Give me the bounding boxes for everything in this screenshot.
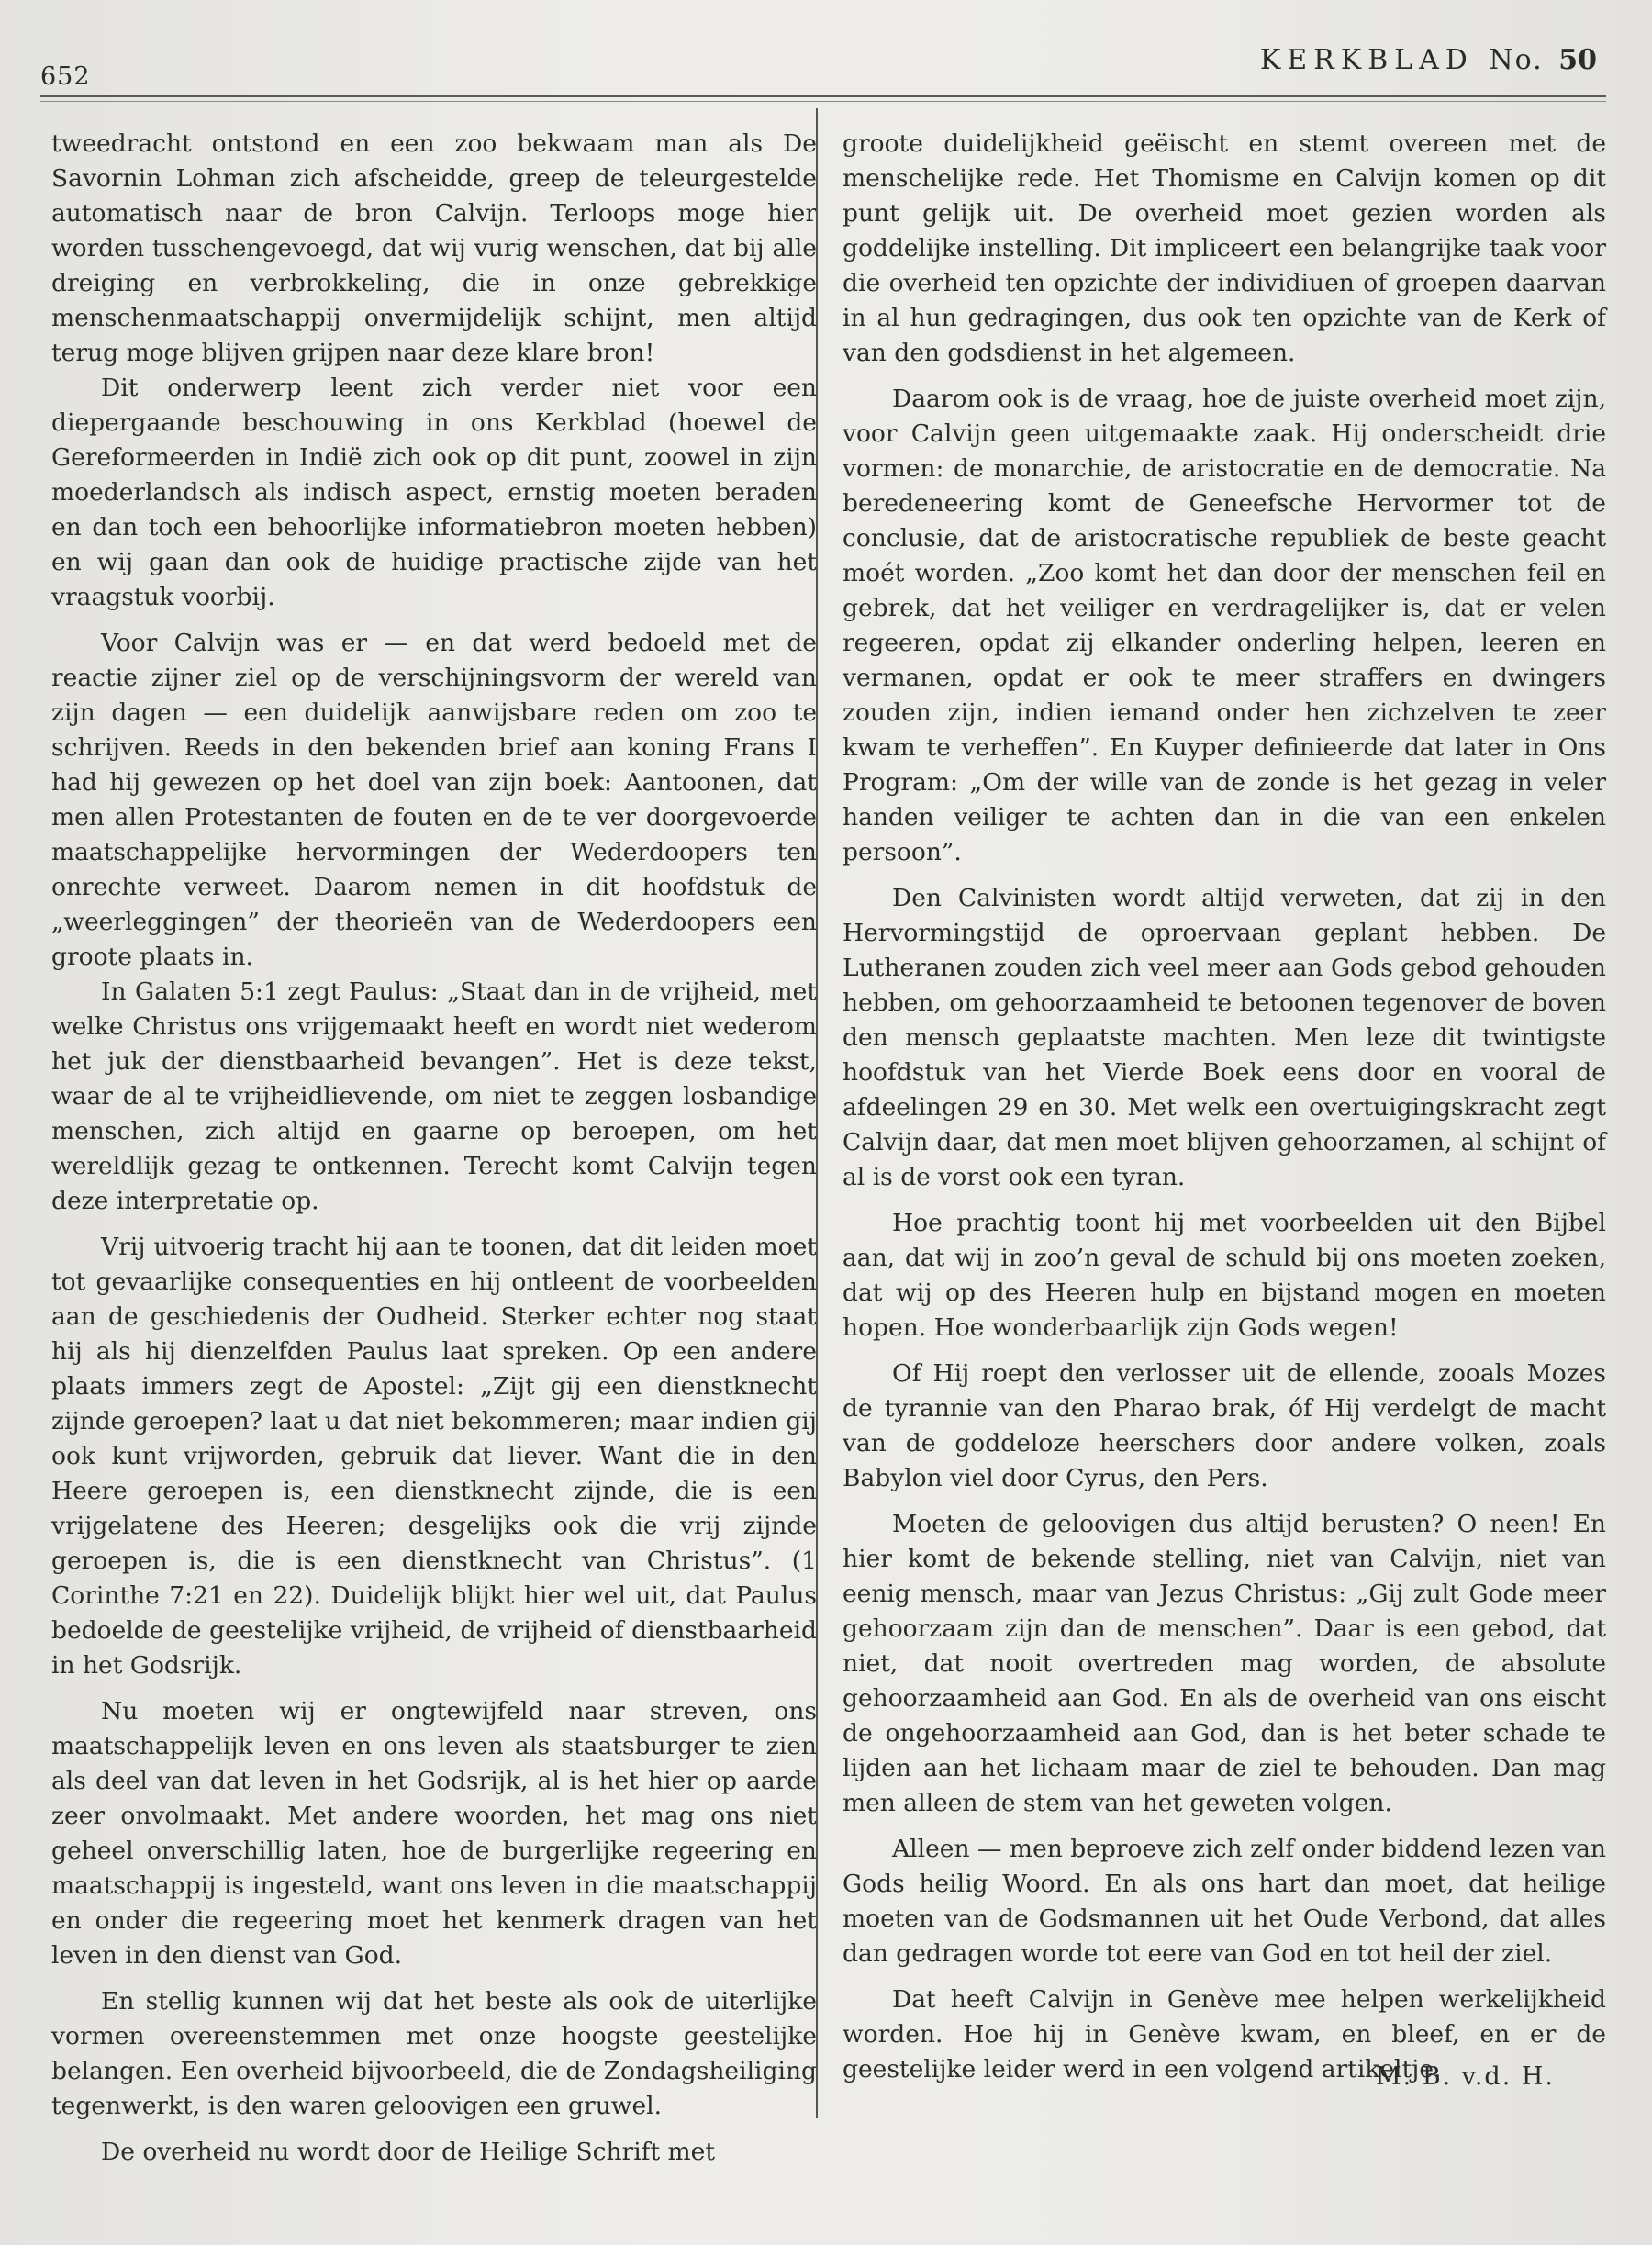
paragraph: Hoe prachtig toont hij met voorbeelden uit den Bijbel aan, dat wij in zoo’n geval de schuld bij ons moeten zoeken, dat wij op des Heeren hulp en bijstand mogen en moeten hopen. Hoe wonderbaarlijk zijn Gods wegen! bbox=[843, 1209, 1606, 1342]
paragraph: Alleen — men beproeve zich zelf onder biddend lezen van Gods heilig Woord. En als ons hart dan moet, dat heilige moeten van de Godsmannen uit het Oude Verbond, dat alles dan gedragen worde tot eere van God en tot heil der ziel. bbox=[843, 1835, 1606, 1968]
paragraph: In Galaten 5:1 zegt Paulus: „Staat dan in de vrijheid, met welke Christus ons vrijgemaakt heeft en wordt niet wederom het juk der dienstbaarheid bevangen”. Het is deze tekst, waar de al te vrijheidlievende, om niet te zeggen losbandige menschen, zich altijd en gaarne op beroepen, om het wereldlijk gezag te ontkennen. Terecht komt Calvijn tegen deze interpretatie op. bbox=[51, 977, 817, 1215]
paragraph: Daarom ook is de vraag, hoe de juiste overheid moet zijn, voor Calvijn geen uitgemaakte zaak. Hij onderscheidt drie vormen: de monarchie, de aristocratie en de democratie. Na beredeneering komt de Geneefsche Hervormer tot de conclusie, dat de aristocratische republiek de beste geacht moét worden. „Zoo komt het dan door der menschen feil en gebrek, dat het veiliger en verdragelijker is, dat er velen regeeren, opdat zij elkander onderling helpen, leeren en vermanen, opdat er ook te meer straffers en dwingers zouden zijn, indien iemand onder hen zichzelven te zeer kwam te verheffen”. En Kuyper definieerde dat later in Ons Program: „Om der wille van de zonde is het gezag in veler handen veiliger te achten dan in die van een enkelen persoon”. bbox=[843, 385, 1606, 866]
paragraph: Voor Calvijn was er — en dat werd bedoeld met de reactie zijner ziel op de verschijningsvorm der wereld van zijn dagen — een duidelijk aanwijsbare reden om zoo te schrijven. Reeds in den bekenden brief aan koning Frans I had hij gewezen op het doel van zijn boek: Aantoonen, dat men allen Protestanten de fouten en de te ver doorgevoerde maatschappelijke hervormingen der Wederdoopers ten onrechte verweet. Daarom nemen in dit hoofdstuk de „weerleggingen” der theorieën van de Wederdoopers een groote plaats in. bbox=[51, 629, 817, 971]
paragraph: Vrij uitvoerig tracht hij aan te toonen, dat dit leiden moet tot gevaarlijke consequenties en hij ontleent de voorbeelden aan de geschiedenis der Oudheid. Sterker echter nog staat hij als hij dienzelfden Paulus laat spreken. Op een andere plaats immers zegt de Apostel: „Zijt gij een dienstknecht zijnde geroepen? laat u dat niet bekommeren; maar indien gij ook kunt vrijworden, gebruik dat liever. Want die in den Heere geroepen is, een dienstknecht zijnde, die is een vrijgelatene des Heeren; desgelijks ook die vrij zijnde geroepen is, die is een dienstknecht van Christus”. (1 Corinthe 7:21 en 22). Duidelijk blijkt hier wel uit, dat Paulus bedoelde de geestelijke vrijheid, de vrijheid of dienstbaarheid in het Godsrijk. bbox=[51, 1233, 817, 1680]
issue-prefix: No. bbox=[1489, 44, 1544, 76]
header-rule bbox=[40, 95, 1606, 97]
paragraph: Dit onderwerp leent zich verder niet voor een diepergaande beschouwing in ons Kerkblad (hoewel de Gereformeerden in Indië zich ook op dit punt, zoowel in zijn moederlandsch als indisch aspect, ernstig moeten beraden en dan toch een behoorlijke informatiebron moeten hebben) en wij gaan dan ook de huidige practische zijde van het vraagstuk voorbij. bbox=[51, 374, 817, 611]
running-head bbox=[1260, 44, 1597, 76]
author-signature: M. B. v.d. H. bbox=[1375, 2062, 1555, 2091]
paragraph: groote duidelijkheid geëischt en stemt overeen met de menschelijke rede. Het Thomisme en Calvijn komen op dit punt gelijk uit. De overheid moet gezien worden als goddelijke instelling. Dit impliceert een belangrijke taak voor die overheid ten opzichte der individiuen of groepen daarvan in al hun gedragingen, dus ook ten opzichte van de Kerk of van den godsdienst in het algemeen. bbox=[843, 129, 1606, 367]
page-number: 652 bbox=[40, 62, 91, 91]
issue-number: 50 bbox=[1558, 44, 1597, 76]
paragraph: Den Calvinisten wordt altijd verweten, dat zij in den Hervormingstijd de oproervaan geplant hebben. De Lutheranen zouden zich veel meer aan Gods gebod gehouden hebben, om gehoorzaamheid te betoonen tegenover de boven den mensch geplaatste machten. Men leze dit twintigste hoofdstuk van het Vierde Boek eens door en vooral de afdeelingen 29 en 30. Met welk een overtuigingskracht zegt Calvijn daar, dat men moet blijven gehoorzamen, al schijnt of al is de vorst ook een tyran. bbox=[843, 884, 1606, 1191]
left-column bbox=[51, 127, 817, 2170]
paragraph: En stellig kunnen wij dat het beste als ook de uiterlijke vormen overeenstemmen met onze hoogste geestelijke belangen. Een overheid bijvoorbeeld, die de Zondagsheiliging tegenwerkt, is den waren geloovigen een gruwel. bbox=[51, 1987, 817, 2120]
paragraph: Of Hij roept den verlosser uit de ellende, zooals Mozes de tyrannie van den Pharao brak, óf Hij verdelgt de macht van de goddeloze heerschers door andere volken, zoals Babylon viel door Cyrus, den Pers. bbox=[843, 1359, 1606, 1492]
header-rule-thin bbox=[40, 101, 1606, 102]
right-column bbox=[843, 127, 1606, 2087]
paragraph: De overheid nu wordt door de Heilige Schrift met bbox=[101, 2138, 716, 2166]
paragraph: tweedracht ontstond en een zoo bekwaam man als De Savornin Lohman zich afscheidde, greep de teleurgestelde automatisch naar de bron Calvijn. Terloops moge hier worden tusschengevoegd, dat wij vurig wenschen, dat bij alle dreiging en verbrokkeling, die in onze gebrekkige menschenmaatschappij onvermijdelijk schijnt, men altijd terug moge blijven grijpen naar deze klare bron! bbox=[51, 129, 817, 367]
paragraph: Moeten de geloovigen dus altijd berusten? O neen! En hier komt de bekende stelling, niet van Calvijn, niet van eenig mensch, maar van Jezus Christus: „Gij zult Gode meer gehoorzaam zijn dan de menschen”. Daar is een gebod, dat niet, dat nooit overtreden mag worden, de absolute gehoorzaamheid aan God. En als de overheid van ons eischt de ongehoorzaamheid aan God, dan is het beter schade te lijden aan het lichaam maar de ziel te behouden. Dan mag men alleen de stem van het geweten volgen. bbox=[843, 1510, 1606, 1817]
publication-title: KERKBLAD bbox=[1259, 44, 1474, 76]
paragraph: Dat heeft Calvijn in Genève mee helpen werkelijkheid worden. Hoe hij in Genève kwam, en bleef, en er de geestelijke leider werd in een volgend artikeltje. bbox=[843, 1985, 1606, 2083]
column-divider bbox=[816, 108, 818, 2118]
paragraph: Nu moeten wij er ongtewijfeld naar streven, ons maatschappelijk leven en ons leven als staatsburger te zien als deel van dat leven in het Godsrijk, al is het hier op aarde zeer onvolmaakt. Met andere woorden, het mag ons niet geheel onverschillig laten, hoe de burgerlijke regeering en maatschappij is ingesteld, want ons leven in die maatschappij en onder die regeering moet het kenmerk dragen van het leven in den dienst van God. bbox=[51, 1697, 817, 1970]
